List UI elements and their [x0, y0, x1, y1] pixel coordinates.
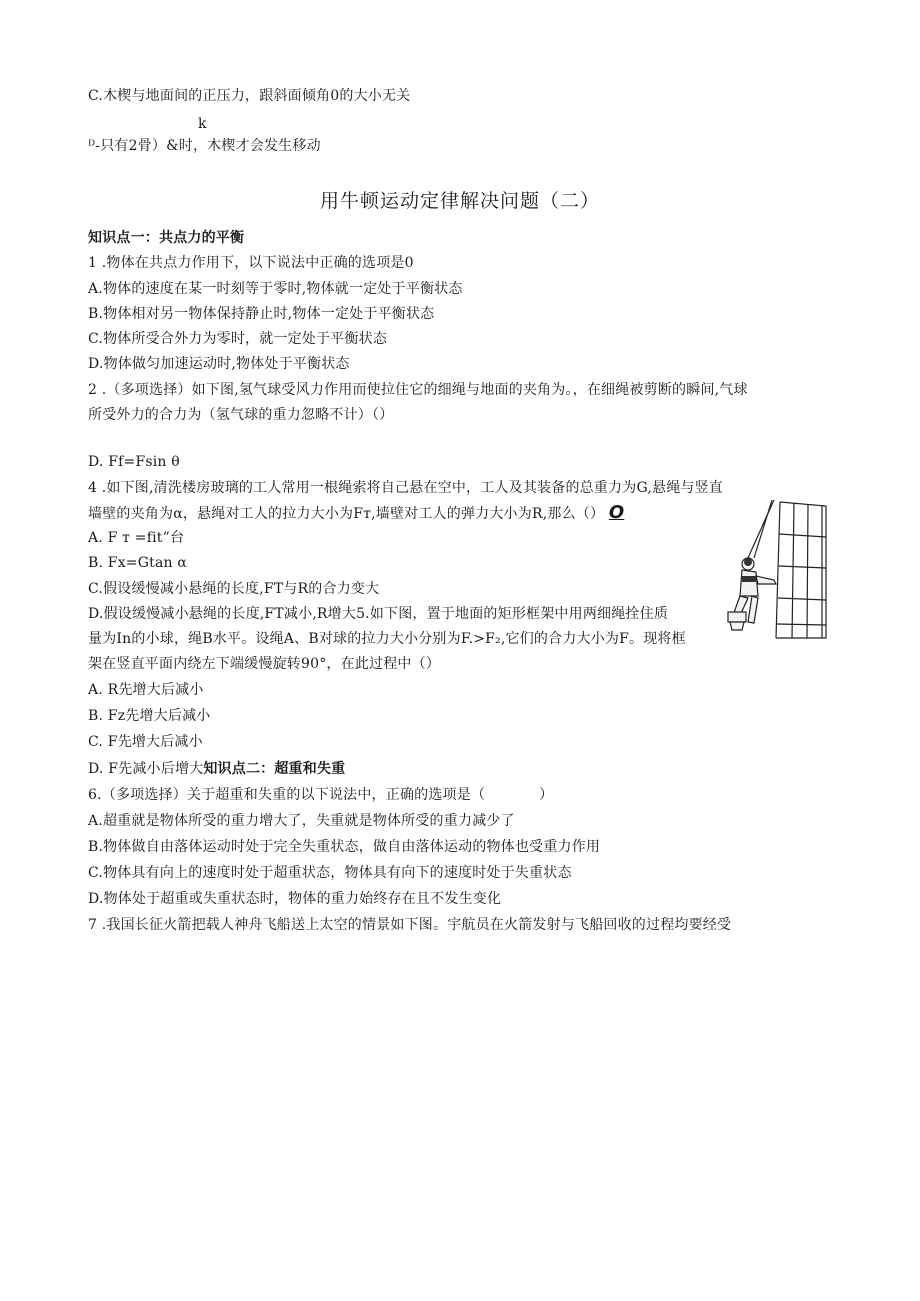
q7-stem: 7 .我国长征火箭把载人神舟飞船送上太空的情景如下图。宇航员在火箭发射与飞船回收的过程均要经受 — [88, 917, 732, 933]
q6-stem — [88, 785, 553, 805]
q6-option-c: C.物体具有向上的速度时处于超重状态，物体具有向下的速度时处于失重状态 — [88, 865, 572, 881]
q5-option-b: B. Fz先增大后减小 — [88, 708, 211, 724]
q1-stem: 1 .物体在共点力作用下，以下说法中正确的选项是0 — [88, 255, 414, 271]
q4-option-b: B. Fx=Gtan α — [88, 555, 188, 571]
stray-k-mark: k — [198, 116, 207, 132]
q2-stem-line1: 2 .（多项选择）如下图,氢气球受风力作用而使拉住它的细绳与地面的夹角为。，在细绳被剪断的瞬间,气球 — [88, 382, 748, 398]
q2-stem-line2: 所受外力的合力为（氢气球的重力忽略不计）（） — [88, 407, 394, 423]
q1-option-b: B.物体相对另一物体保持静止时,物体一定处于平衡状态 — [88, 306, 435, 322]
q5-option-d: D. F先减小后增大 — [88, 761, 204, 777]
q4-option-c: C.假设缓慢减小悬绳的长度,FT与R的合力变大 — [88, 581, 380, 597]
q1-option-c: C.物体所受合外力为零时，就一定处于平衡状态 — [88, 331, 388, 347]
q6-option-d: D.物体处于超重或失重状态时，物体的重力始终存在且不发生变化 — [88, 891, 502, 907]
q6-option-a: A.超重就是物体所受的重力增大了，失重就是物体所受的重力减少了 — [88, 813, 515, 829]
q6-stem-text: 6.（多项选择）关于超重和失重的以下说法中，正确的选项是（ — [88, 787, 486, 803]
q2-option-d: D. Ff=Fsin θ — [88, 454, 180, 470]
q4-stem-text: 墙壁的夹角为α，悬绳对工人的拉力大小为Fт,墙壁对工人的弹力大小为R,那么（） — [88, 506, 605, 522]
section-heading-1: 知识点一：共点力的平衡 — [88, 230, 245, 246]
q5-option-a: A. R先增大后减小 — [88, 682, 204, 698]
q4-stem-line2 — [88, 503, 624, 524]
section-heading-2: 知识点二：超重和失重 — [203, 761, 346, 777]
q4-option-a: A. F т =fit”台 — [88, 530, 185, 546]
q6-option-b: B.物体做自由落体运动时处于完全失重状态，做自由落体运动的物体也受重力作用 — [88, 839, 601, 855]
q4-stem-line1: 4 .如下图,清洗楼房玻璃的工人常用一根绳索将自己悬在空中，工人及其装备的总重力为G,悬绳与竖直 — [88, 480, 723, 496]
window-cleaner-figure — [718, 500, 828, 640]
handwritten-o-mark: O — [608, 502, 625, 523]
q5-stem-line3: 架在竖直平面内绕左下端缓慢旋转90°，在此过程中（） — [88, 656, 441, 672]
q1-option-d: D.物体做匀加速运动时,物体处于平衡状态 — [88, 356, 350, 372]
q1-option-a: A.物体的速度在某一时刻等于零时,物体就一定处于平衡状态 — [88, 281, 463, 297]
option-c-prev: C.木楔与地面间的正压力，跟斜面倾角0的大小无关 — [88, 88, 411, 104]
q5-stem-line2: 量为In的小球，绳B水平。设绳A、B对球的拉力大小分别为F.>F₂,它们的合力大小为F。现将框 — [88, 631, 686, 647]
page-title: 用牛顿运动定律解决问题（二） — [319, 190, 600, 212]
option-d-prev: ᴰ-只有2骨）&时，木楔才会发生移动 — [88, 138, 321, 154]
q5-option-c: C. F先增大后减小 — [88, 734, 203, 750]
q6-stem-close: ） — [539, 787, 554, 803]
q4-option-d: D.假设缓慢减小悬绳的长度,FT减小,R增大5.如下图，置于地面的矩形框架中用两细绳拴住质 — [88, 606, 669, 622]
q5-option-d-line — [88, 759, 345, 779]
